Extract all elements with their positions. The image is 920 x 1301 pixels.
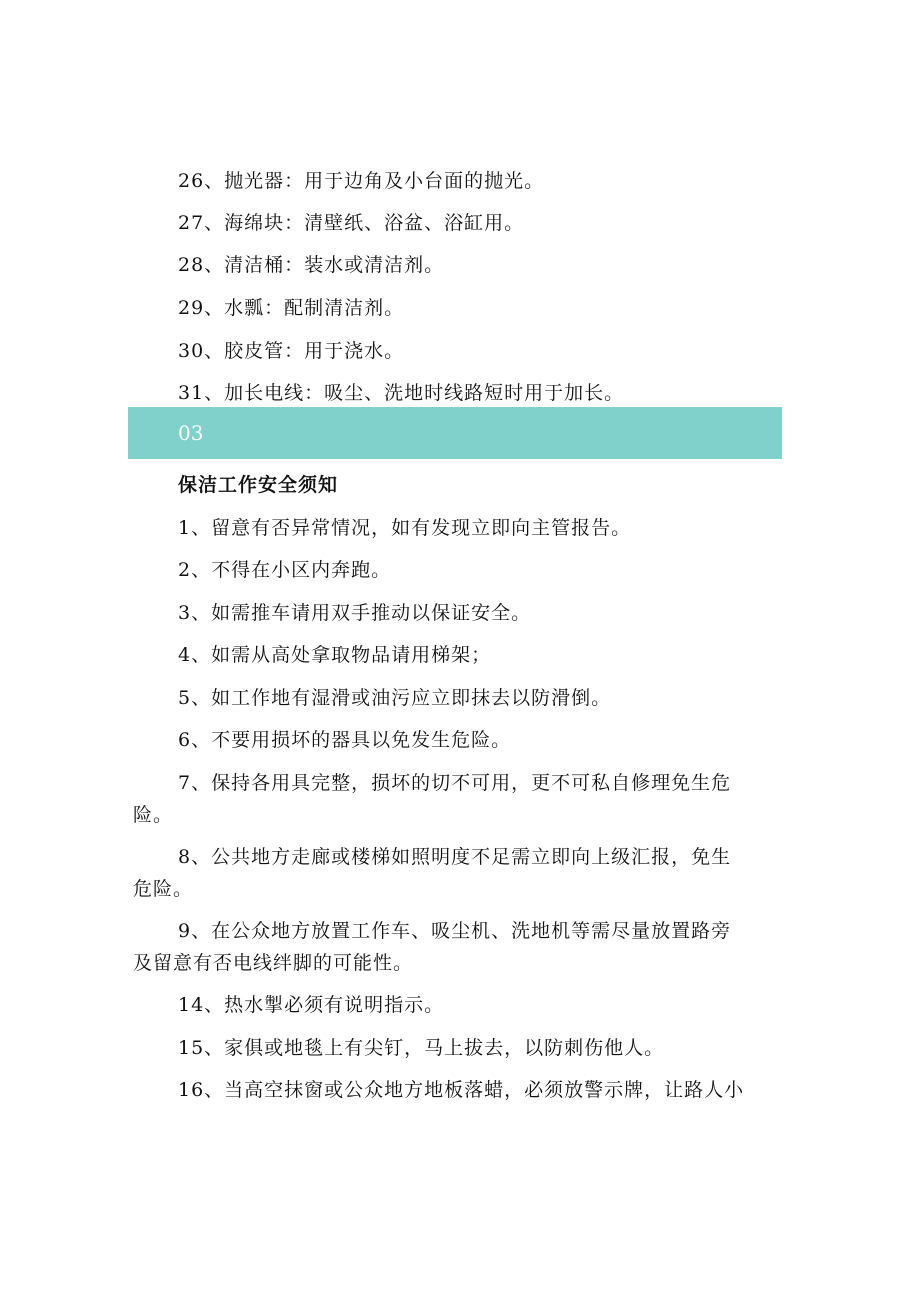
safety-item-8-line1: 8、公共地方走廊或楼梯如照明度不足需立即向上级汇报，免生 [178, 846, 732, 868]
safety-item-2: 2、不得在小区内奔跑。 [178, 559, 392, 581]
safety-item-5: 5、如工作地有湿滑或油污应立即抹去以防滑倒。 [178, 687, 612, 709]
safety-item-7-line1: 7、保持各用具完整，损坏的切不可用，更不可私自修理免生危 [178, 772, 732, 794]
safety-item-6: 6、不要用损坏的器具以免发生危险。 [178, 729, 512, 751]
safety-item-4: 4、如需从高处拿取物品请用梯架； [178, 644, 492, 666]
safety-item-9-line2: 及留意有否电线绊脚的可能性。 [133, 952, 414, 974]
safety-item-7-line2: 险。 [133, 804, 174, 826]
safety-item-3: 3、如需推车请用双手推动以保证安全。 [178, 602, 532, 624]
tool-item-28: 28、清洁桶：装水或清洁剂。 [178, 254, 445, 276]
safety-item-9-line1: 9、在公众地方放置工作车、吸尘机、洗地机等需尽量放置路旁 [178, 920, 732, 942]
safety-item-8-line2: 危险。 [133, 878, 194, 900]
tool-item-27: 27、海绵块：清壁纸、浴盆、浴缸用。 [178, 212, 525, 234]
safety-item-1: 1、留意有否异常情况，如有发现立即向主管报告。 [178, 517, 632, 539]
section-number: 03 [178, 421, 204, 445]
safety-item-14: 14、热水掣必须有说明指示。 [178, 994, 445, 1016]
tool-item-29: 29、水瓢：配制清洁剂。 [178, 297, 405, 319]
section-title: 保洁工作安全须知 [178, 474, 339, 496]
safety-item-16-line1: 16、当高空抹窗或公众地方地板落蜡，必须放警示牌，让路人小 [178, 1079, 745, 1101]
tool-item-26: 26、抛光器：用于边角及小台面的抛光。 [178, 170, 545, 192]
section-band [128, 407, 782, 459]
safety-item-15: 15、家俱或地毯上有尖钉，马上拔去，以防刺伤他人。 [178, 1037, 665, 1059]
tool-item-30: 30、胶皮管：用于浇水。 [178, 340, 405, 362]
tool-item-31: 31、加长电线：吸尘、洗地时线路短时用于加长。 [178, 382, 625, 404]
